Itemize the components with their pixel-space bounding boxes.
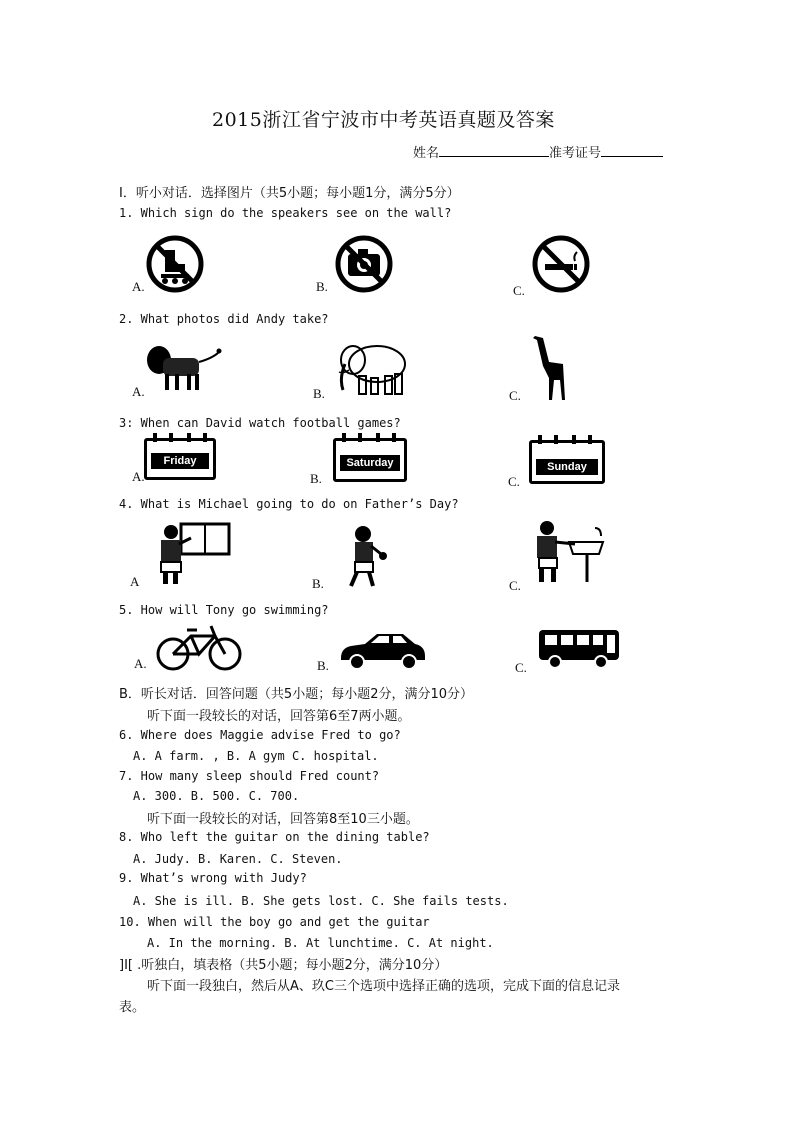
option-label: B.	[312, 576, 324, 591]
section-2-instruction-2: 听下面一段较长的对话，回答第8至10三小题。	[147, 812, 419, 827]
question-4: 4. What is Michael going to do on Father’s Day?	[119, 497, 459, 511]
question-9-options: A. She is ill. B. She gets lost. C. She fails tests.	[133, 894, 509, 908]
question-2-options	[119, 332, 619, 407]
option-label: C.	[515, 660, 527, 675]
option-label: C.	[508, 474, 520, 489]
section-1-heading: I．听小对话．选择图片（共5小题；每小题1分，满分5分）	[119, 186, 460, 201]
calendar-day-label: Sunday	[536, 459, 598, 475]
question-7: 7. How many sleep should Fred count?	[119, 769, 380, 783]
calendar-friday[interactable]	[144, 438, 216, 480]
exam-id-blank[interactable]	[601, 143, 663, 157]
name-blank[interactable]	[439, 143, 549, 157]
giraffe-icon[interactable]	[525, 330, 575, 402]
question-10-options: A. In the morning. B. At lunchtime. C. At night.	[147, 936, 494, 950]
option-label: C.	[513, 283, 525, 298]
option-label: A.	[132, 279, 145, 294]
question-9: 9. What’s wrong with Judy?	[119, 871, 307, 885]
lion-icon[interactable]	[143, 338, 223, 398]
question-7-options: A. 300. B. 500. C. 700.	[133, 789, 300, 803]
calendar-day-label: Friday	[151, 453, 209, 469]
question-3: 3: When can David watch football games?	[119, 416, 401, 430]
option-label: C.	[509, 578, 521, 593]
section-3-instruction-line-1: 听下面一段独白，然后从A、玖C三个选项中选择正确的选项，完成下面的信息记录	[147, 979, 620, 994]
page-title: 2015浙江省宁波市中考英语真题及答案	[212, 109, 555, 131]
question-1-options	[119, 228, 619, 298]
boy-washing-window-icon[interactable]	[151, 520, 233, 590]
question-6-options: A. A farm. , B. A gym C. hospital.	[133, 749, 379, 763]
question-8: 8. Who left the guitar on the dining table?	[119, 830, 430, 844]
no-roller-skating-icon[interactable]	[145, 234, 205, 294]
question-1: 1. Which sign do the speakers see on the wall?	[119, 206, 452, 220]
name-label: 姓名	[413, 146, 440, 161]
option-label: B.	[313, 386, 325, 401]
question-8-options: A. Judy. B. Karen. C. Steven.	[133, 852, 343, 866]
bus-icon[interactable]	[537, 626, 621, 670]
calendar-day-label: Saturday	[340, 455, 400, 471]
calendar-sunday[interactable]	[529, 440, 605, 484]
option-label: A.	[134, 656, 147, 671]
question-5-options	[119, 620, 639, 680]
question-6: 6. Where does Maggie advise Fred to go?	[119, 728, 401, 742]
question-2: 2. What photos did Andy take?	[119, 312, 329, 326]
calendar-saturday[interactable]	[333, 438, 407, 482]
option-label: C.	[509, 388, 521, 403]
no-smoking-icon[interactable]	[531, 234, 591, 294]
student-info-line	[413, 142, 663, 161]
section-2-instruction-1: 听下面一段较长的对话，回答第6至7两小题。	[147, 709, 411, 724]
exam-id-label: 准考证号	[549, 146, 602, 161]
option-label: B.	[317, 658, 329, 673]
option-label: A	[130, 574, 140, 589]
section-3-instruction-line-2: 表。	[119, 1000, 146, 1015]
question-4-options	[119, 516, 619, 592]
boy-washing-dishes-icon[interactable]	[529, 518, 609, 588]
section-3-heading: ]I[ .听独白，填表格（共5小题；每小题2分，满分10分）	[119, 958, 448, 973]
question-5: 5. How will Tony go swimming?	[119, 603, 329, 617]
option-label: A.	[132, 469, 145, 484]
no-camera-icon[interactable]	[334, 234, 394, 294]
elephant-icon[interactable]	[331, 338, 411, 400]
boy-playing-ball-icon[interactable]	[341, 524, 391, 594]
option-label: B.	[316, 279, 328, 294]
bicycle-icon[interactable]	[155, 624, 245, 672]
question-3-options	[119, 434, 619, 494]
question-10: 10. When will the boy go and get the guitar	[119, 915, 430, 929]
option-label: A.	[132, 384, 145, 399]
option-label: B.	[310, 471, 322, 486]
car-icon[interactable]	[337, 628, 427, 672]
section-2-heading: B．听长对话．回答问题（共5小题；每小题2分，满分10分）	[119, 687, 474, 702]
